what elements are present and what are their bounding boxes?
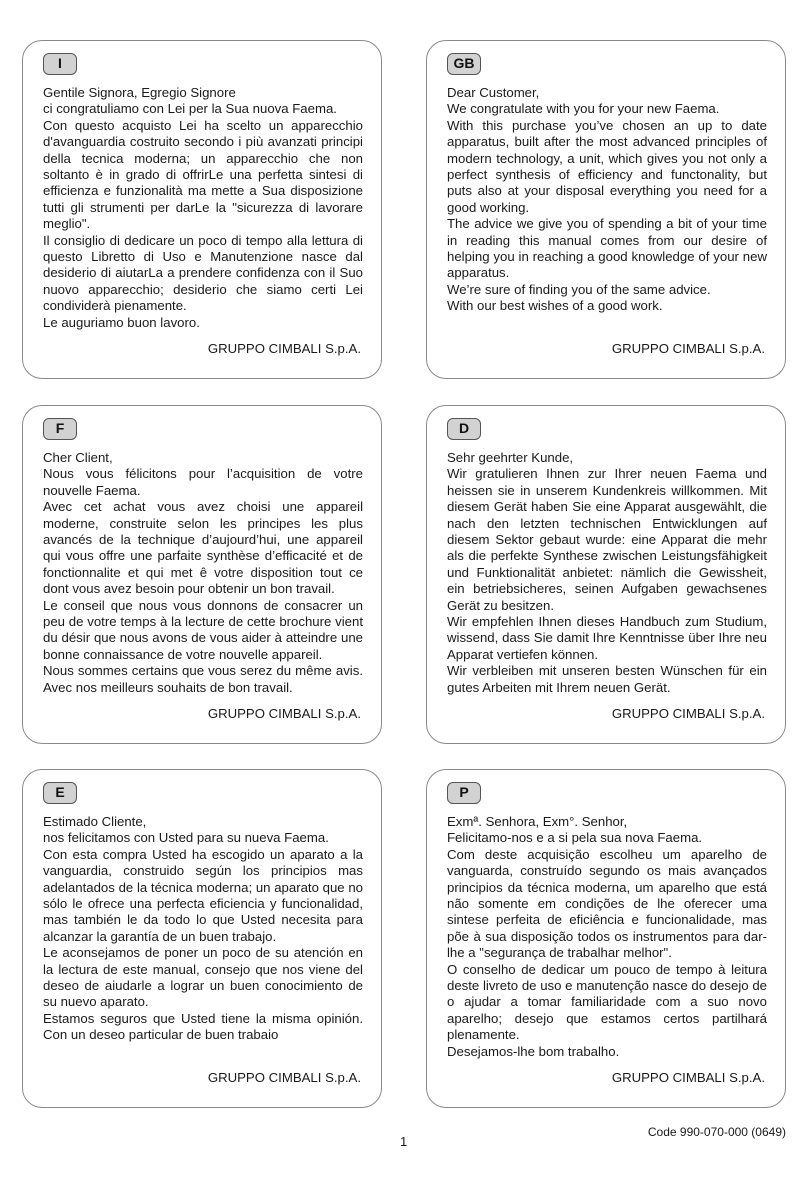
language-badge: D [447,418,481,440]
card-text [447,450,767,696]
paragraph: ci congratuliamo con Lei per la Sua nuova Faema. [43,101,337,117]
greeting: Dear Customer, [447,85,540,100]
paragraph: Le aconsejamos de poner un poco de su atención en la lectura de este manual, consejo que nos viene del deseo de aiudarle a lograr un buen conocimiento de su nuevo aparato. [43,945,363,1010]
paragraph: Le auguriamo buon lavoro. [43,314,200,330]
card-text [43,450,363,696]
signature: GRUPPO CIMBALI S.p.A. [207,706,361,721]
card-english [426,40,786,379]
card-portuguese [426,769,786,1108]
paragraph: With this purchase you’ve chosen an up to date apparatus, built after the most advanced principles of modern technology, a unit, which gives you not only a perfect synthesis of efficiency and functonality, but puts also at your disposal everything you need for a good working. [447,117,767,215]
greeting: Gentile Signora, Egregio Signore [43,85,236,100]
greeting: Cher Client, [43,450,113,465]
signature: GRUPPO CIMBALI S.p.A. [207,1070,361,1085]
signature: GRUPPO CIMBALI S.p.A. [207,341,361,356]
paragraph: The advice we give you of spending a bit of your time in reading this manual comes from our desire of helping you in reaching a good knowledge of your new apparatus. [447,216,767,281]
paragraph: Wir verbleiben mit unseren besten Wünschen für ein gutes Arbeiten mit Ihrem neuen Gerät. [447,663,767,695]
card-italian [22,40,382,379]
paragraph: Con questo acquisto Lei ha scelto un apparecchio d'avanguardia costruito secondo i più avanzati principi della tecnica moderna; un apparecchio che non soltanto è in grado di offrirLe una perfetta sintesi di efficienza e funzionalità ma mette a Sua disposizione tutti gli strumenti per darLe la "sicurezza di lavorare meglio". [43,117,363,232]
signature: GRUPPO CIMBALI S.p.A. [611,1070,765,1085]
paragraph: Felicitamo-nos e a si pela sua nova Faema. [447,830,703,846]
paragraph: Il consiglio di dedicare un poco di tempo alla lettura di questo Libretto di Uso e Manutenzione nasce dal desiderio di aiutarLa a prendere confidenza con il Suo nuovo apparecchio; desiderio che siamo certi Lei condividerà pienamente. [43,232,363,314]
document-code: Code 990-070-000 (0649) [647,1125,786,1139]
greeting: Estimado Cliente, [43,814,147,829]
paragraph: Le conseil que nous vous donnons de consacrer un peu de votre temps à la lecture de cette brochure vient du désir que nous avons de vous aider à atteindre une bonne connaissance de votre nouvelle appareil. [43,597,363,662]
paragraph: Estamos seguros que Usted tiene la misma opinión. Con un deseo particular de buen trabaio [43,1010,363,1043]
paragraph: Wir empfehlen Ihnen dieses Handbuch zum Studium, wissend, dass Sie damit Ihre Kenntnisse über Ihre neu Apparat vertiefen können. [447,614,767,662]
language-badge: F [43,418,77,440]
card-text [43,814,363,1044]
card-text [447,85,767,315]
signature: GRUPPO CIMBALI S.p.A. [611,706,765,721]
paragraph: We’re sure of finding you of the same advice. [447,281,711,297]
card-spanish [22,769,382,1108]
paragraph: Avec cet achat vous avez choisi une appareil moderne, construite selon les principes les plus avancés de la technique d’aujourd’hui, une appareil qui vous offre une parfaite synthèse d’efficacité et de fonctionnalite et qui met ê votre disposition tout ce dont vous avez besoin pour obtenir un bon travail. [43,499,363,597]
paragraph: Com deste acquisição escolheu um aparelho de vanguarda, construído segundo os mais avançados principios da técnica moderna, um aparelho que está não somente em condições de lhe oferecer uma sintese perfeita de eficiência e funcionalidade, mas põe à sua disposição todos os instrumentos para dar-lhe a "segurança de trabalhar melhor". [447,846,767,961]
page-number: 1 [400,1134,408,1149]
card-text [43,85,363,331]
card-german [426,405,786,744]
paragraph: nos felicitamos con Usted para su nueva Faema. [43,830,329,846]
language-badge: P [447,782,481,804]
paragraph: Wir gratulieren Ihnen zur Ihrer neuen Faema und heissen sie in unserem Kundenkreis willkommen. Mit diesem Gerät haben Sie eine Apparat ausgewählt, die nach den letzten technischen Entwicklungen auf diesem Sektor gebaut wurde: eine Apparat die mehr als die perfekte Synthese zwischen Leistungsfähigkeit und Funktionalität anbietet: nämlich die Gewissheit, ein betriebsicheres, seinen Aufgaben gewachsenes Gerät zu besitzen. [447,466,767,613]
paragraph: O conselho de dedicar um pouco de tempo à leitura deste livreto de uso e manutenção nasce do desejo de o ajudar a tomar familiaridade com a suo novo aparelho; desejo que estamos certos partilhará plenamente. [447,961,767,1043]
paragraph: Nous vous félicitons pour l’acquisition de votre nouvelle Faema. [43,466,363,498]
language-badge: E [43,782,77,804]
card-french [22,405,382,744]
greeting: Sehr geehrter Kunde, [447,450,574,465]
paragraph: Con esta compra Usted ha escogido un aparato a la vanguardia, construido según los principios mas adelantados de la técnica moderna; un aparato que no sólo le ofrece una perfecta eficiencia y funcionalidad, mas también le da todo lo que Usted necesita para alcanzar la garantía de un buen trabajo. [43,846,363,944]
language-badge: I [43,53,77,75]
greeting: Exmª. Senhora, Exm°. Senhor, [447,814,628,829]
paragraph: With our best wishes of a good work. [447,298,663,314]
paragraph: We congratulate with you for your new Faema. [447,101,720,117]
paragraph: Desejamos-lhe bom trabalho. [447,1043,620,1059]
signature: GRUPPO CIMBALI S.p.A. [611,341,765,356]
card-text [447,814,767,1060]
language-badge: GB [447,53,481,75]
paragraph: Nous sommes certains que vous serez du même avis. Avec nos meilleurs souhaits de bon travail. [43,663,363,695]
